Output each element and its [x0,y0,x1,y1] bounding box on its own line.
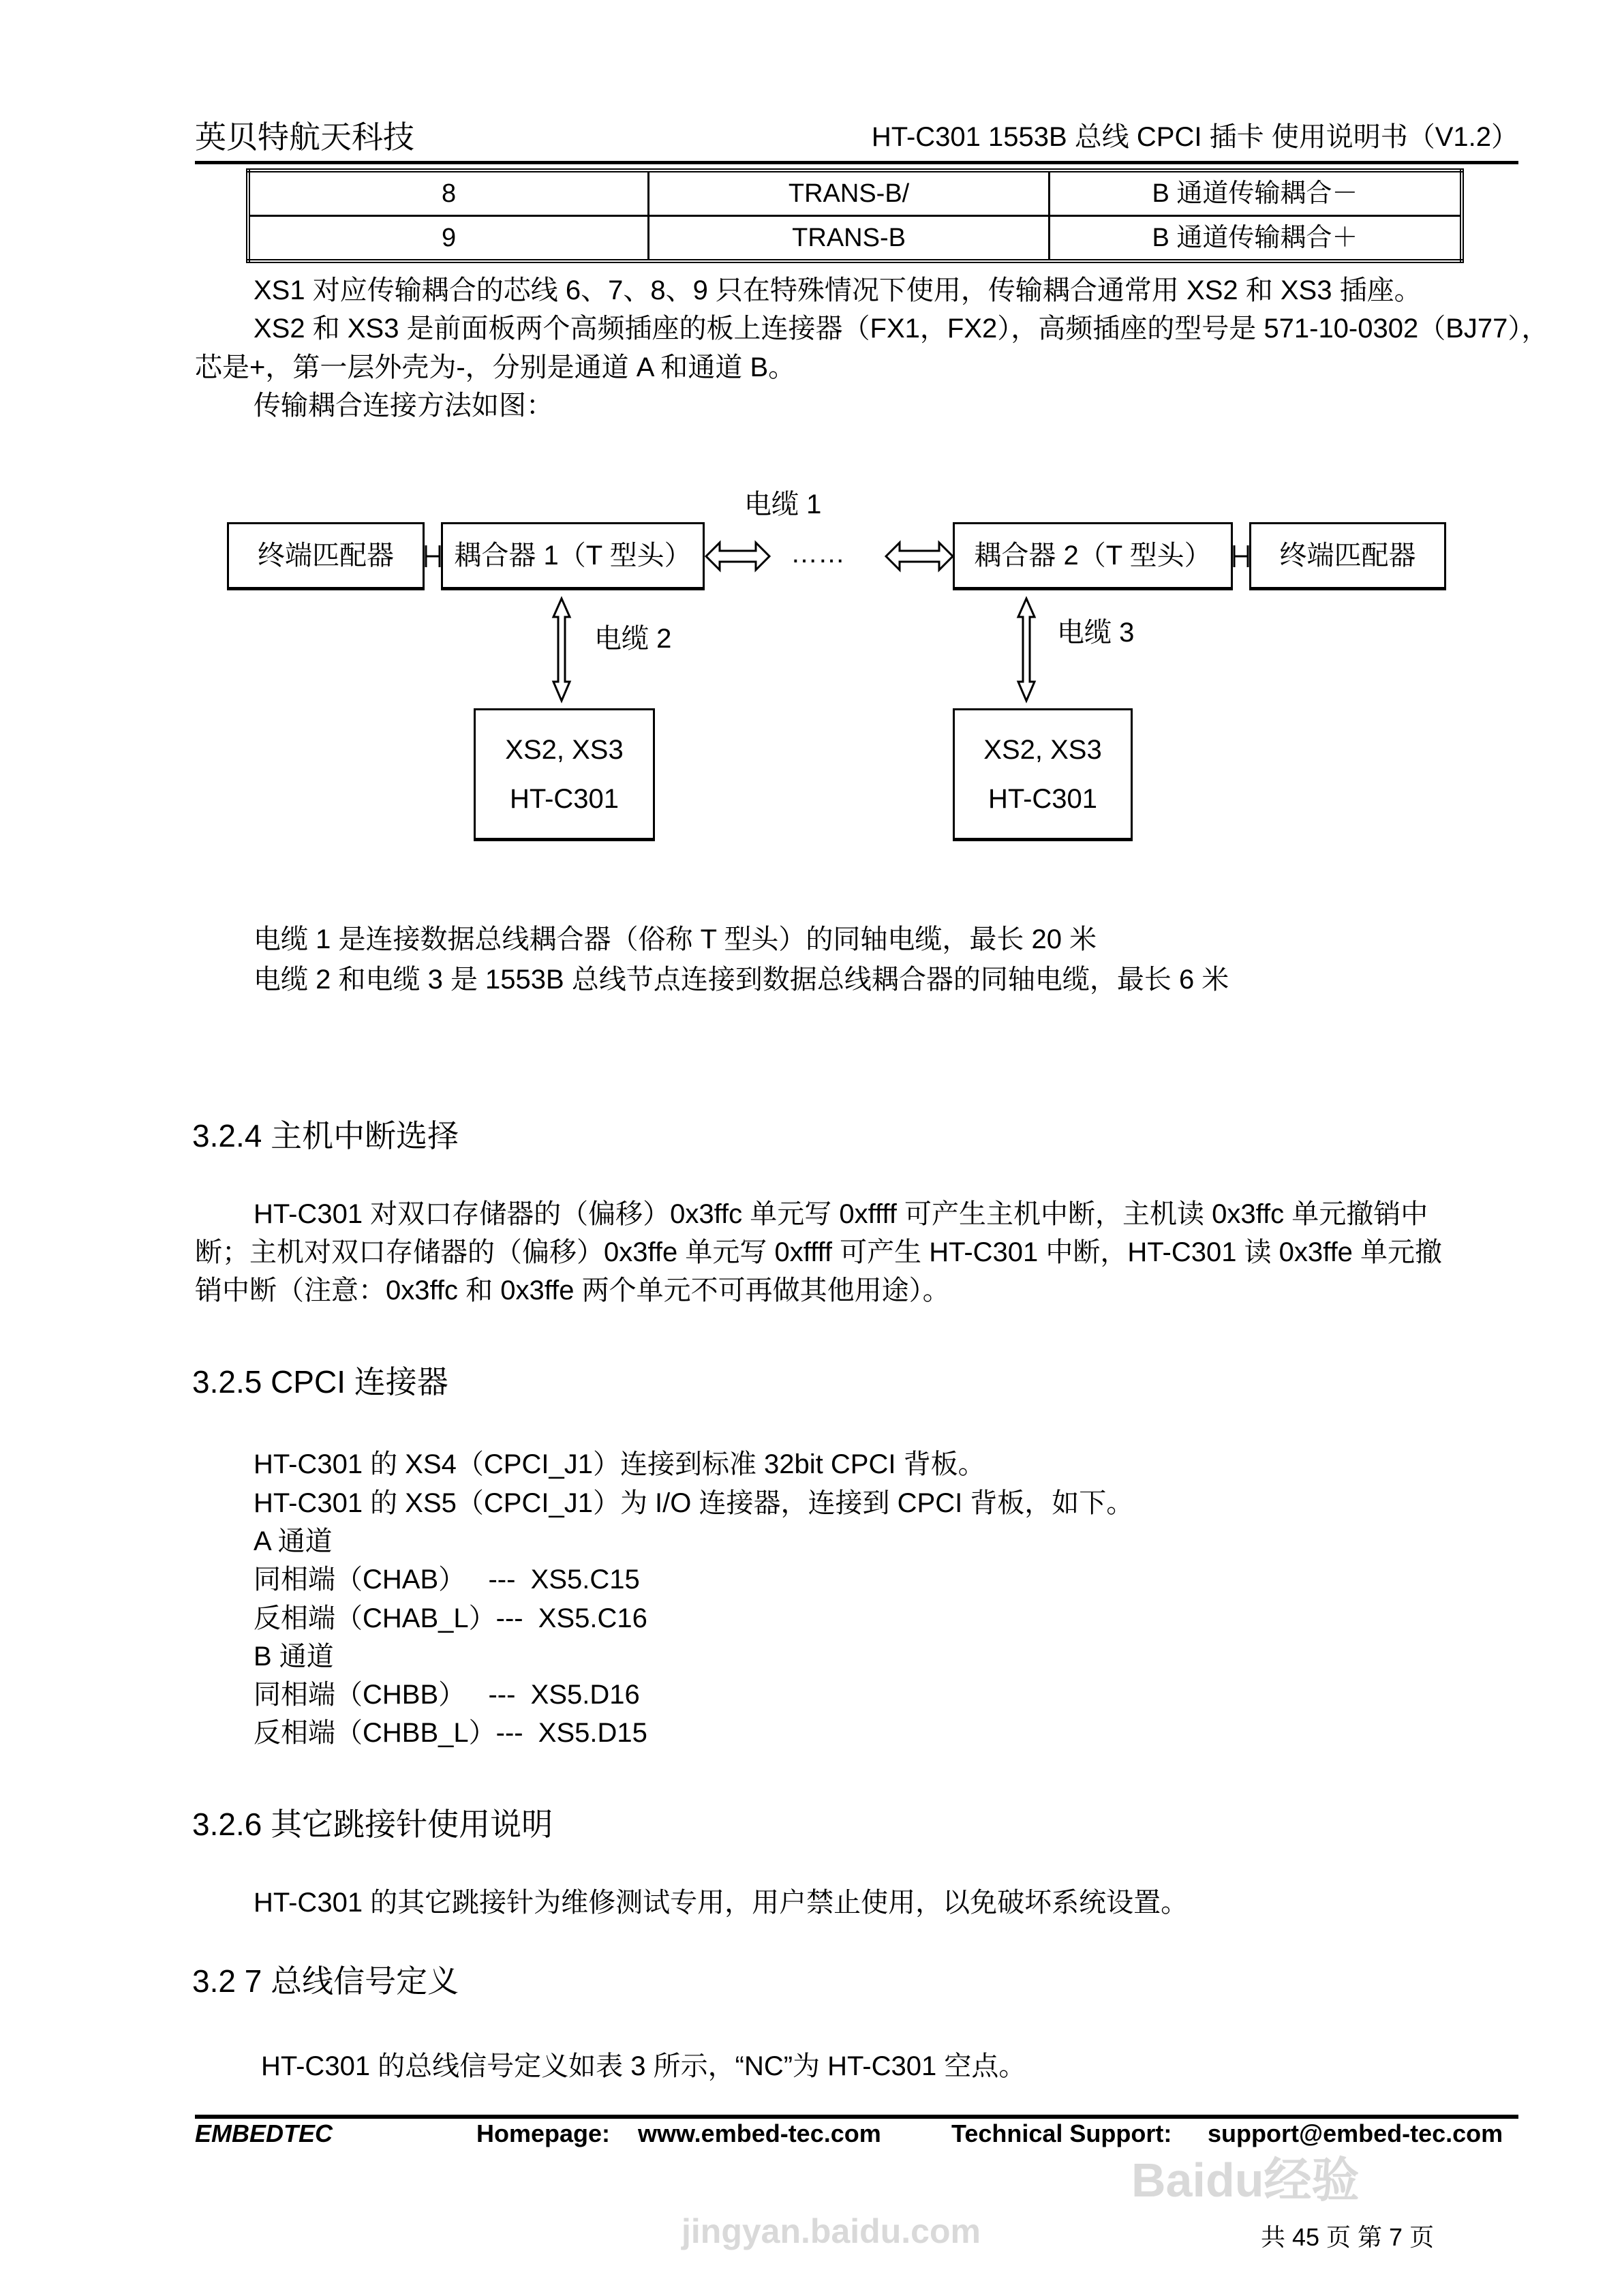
cell: 9 [248,216,649,262]
paragraph-line: HT-C301 的其它跳接针为维修测试专用，用户禁止使用，以免破坏系统设置。 [254,1888,1189,1918]
double-arrow-icon [706,543,769,570]
doc-title: HT-C301 1553B 总线 CPCI 插卡 使用说明书（V1.2） [871,122,1518,152]
baidu-watermark-logo: Baidu经验 [1131,2154,1360,2207]
section-3-2-7-heading: 3.2 7 总线信号定义 [192,1963,459,1999]
section-3-2-6-heading: 3.2.6 其它跳接针使用说明 [192,1807,553,1842]
page-number: 共 45 页 第 7 页 [1261,2223,1435,2251]
cable2-label: 电缆 2 [594,624,672,654]
footer-homepage-label: Homepage: [476,2119,611,2147]
label: 终端匹配器 [1279,541,1416,571]
intro-p3: 传输耦合连接方法如图： [254,391,553,421]
paragraph-line: 断；主机对双口存储器的（偏移）0x3ffe 单元写 0xffff 可产生 HT-C301 中断，HT-C301 读 0x3ffe 单元撤 [195,1237,1443,1267]
cell: TRANS-B [649,216,1050,262]
cell: TRANS-B/ [649,170,1050,216]
paragraph-line: 同相端（CHAB） --- XS5.C15 [254,1565,640,1595]
cell: B 通道传输耦合＋ [1049,216,1462,262]
paragraph-line: 反相端（CHAB_L）--- XS5.C16 [254,1603,647,1633]
intro-p2-line2: 芯是+，第一层外壳为-，分别是通道 A 和通道 B。 [195,352,796,382]
cable-note-2: 电缆 2 和电缆 3 是 1553B 总线节点连接到数据总线耦合器的同轴电缆，最长 6 米 [254,965,1229,995]
dots: …… [791,539,845,569]
paragraph-line: 反相端（CHBB_L）--- XS5.D15 [254,1718,647,1748]
intro-p2-line1: XS2 和 XS3 是前面板两个高频插座的板上连接器（FX1，FX2），高频插座的型号是 571-10-0302（BJ77）， [254,314,1549,344]
paragraph-line: HT-C301 的 XS5（CPCI_J1）为 I/O 连接器，连接到 CPCI 背板，如下。 [254,1488,1134,1518]
vertical-double-arrow-icon [553,599,570,701]
footer-support-label: Technical Support: [951,2119,1172,2147]
paragraph-line: HT-C301 对双口存储器的（偏移）0x3ffc 单元写 0xffff 可产生主机中断，主机读 0x3ffc 单元撤销中 [254,1199,1428,1229]
cell: 8 [248,170,649,216]
paragraph-line: 销中断（注意：0x3ffc 和 0x3ffe 两个单元不可再做其他用途）。 [195,1275,950,1305]
double-arrow-icon [886,543,953,570]
label: HT-C301 [509,783,619,814]
footer-homepage: www.embed-tec.com [638,2119,881,2147]
paragraph-line: A 通道 [254,1526,333,1556]
cable3-label: 电缆 3 [1057,618,1135,648]
paragraph-line: 同相端（CHBB） --- XS5.D16 [254,1680,640,1710]
label: 耦合器 1（T 型头） [454,541,692,571]
cable1-label: 电缆 1 [744,489,822,519]
baidu-watermark-url: jingyan.baidu.com [682,2212,981,2250]
vertical-double-arrow-icon [1018,599,1035,701]
label: XS2, XS3 [505,734,624,765]
paragraph-line: HT-C301 的总线信号定义如表 3 所示，“NC”为 HT-C301 空点。 [261,2051,1026,2081]
company-name: 英贝特航天科技 [195,119,414,155]
paragraph-line: HT-C301 的 XS4（CPCI_J1）连接到标准 32bit CPCI 背板。 [254,1449,985,1479]
section-3-2-5-heading: 3.2.5 CPCI 连接器 [192,1364,448,1400]
intro-p1: XS1 对应传输耦合的芯线 6、7、8、9 只在特殊情况下使用，传输耦合通常用 XS2 和 XS3 插座。 [254,275,1422,305]
label: 终端匹配器 [258,541,394,571]
paragraph-line: B 通道 [254,1642,334,1672]
diagram-arrows [0,0,1622,886]
cable-note-1: 电缆 1 是连接数据总线耦合器（俗称 T 型头）的同轴电缆，最长 20 米 [254,924,1097,954]
footer-brand: EMBEDTEC [195,2119,333,2147]
label: HT-C301 [988,783,1098,814]
connector-icon [1234,545,1248,567]
cell: B 通道传输耦合－ [1049,170,1462,216]
footer-support: support@embed-tec.com [1208,2119,1503,2147]
label: XS2, XS3 [983,734,1102,765]
section-3-2-4-heading: 3.2.4 主机中断选择 [192,1118,459,1153]
connector-icon [426,545,440,567]
label: 耦合器 2（T 型头） [974,541,1212,571]
